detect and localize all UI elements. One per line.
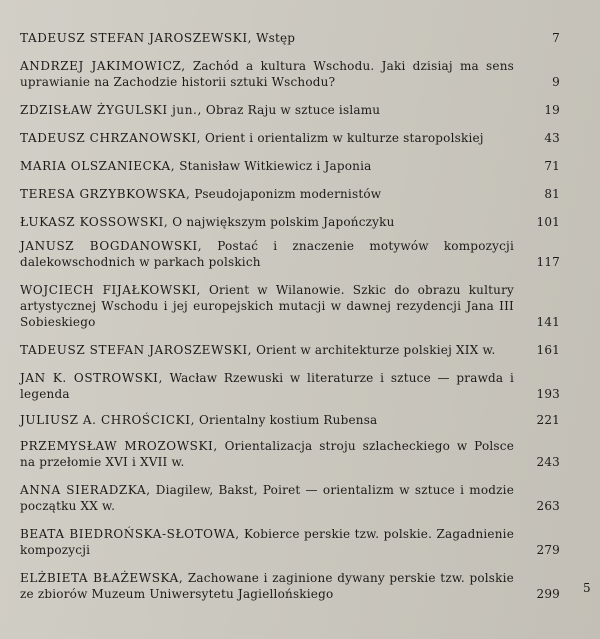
toc-entry — [20, 526, 560, 558]
toc-author: TADEUSZ STEFAN JAROSZEWSKI, — [20, 31, 253, 45]
toc-title: Obraz Raju w sztuce islamu — [205, 103, 381, 117]
toc-author: WOJCIECH FIJAŁKOWSKI, — [20, 283, 201, 297]
toc-author: ANDRZEJ JAKIMOWICZ, — [20, 59, 186, 73]
toc-entry — [20, 482, 560, 514]
toc-page-number: 263 — [536, 499, 560, 513]
toc-page-number: 19 — [544, 103, 560, 117]
toc-author: BEATA BIEDROŃSKA-SŁOTOWA, — [20, 527, 240, 541]
toc-entry — [20, 58, 560, 90]
toc-title: Zachód a kultura Wschodu. Jaki dzisiaj ma sens uprawianie na Zachodzie historii sztuki Wschodu? — [20, 59, 515, 89]
toc-page-number: 193 — [536, 387, 560, 401]
toc-page-number: 141 — [536, 315, 560, 329]
toc-entry — [20, 130, 560, 146]
toc-page-number: 101 — [536, 215, 560, 229]
toc-entry — [20, 158, 560, 174]
toc-entry — [20, 570, 560, 602]
toc-page-number: 243 — [536, 455, 560, 469]
folio-page-number: 5 — [583, 581, 591, 595]
toc-author: ELŻBIETA BŁAŻEWSKA, — [20, 571, 184, 585]
table-of-contents — [20, 30, 560, 602]
toc-entry — [20, 438, 560, 470]
toc-page-number: 43 — [544, 131, 560, 145]
toc-author: JULIUSZ A. CHROŚCICKI, — [20, 413, 195, 427]
toc-entry — [20, 412, 560, 428]
toc-entry — [20, 370, 560, 402]
toc-page-number: 161 — [536, 343, 560, 357]
toc-title: O największym polskim Japończyku — [172, 215, 395, 229]
toc-title: Orient w Wilanowie. Szkic do obrazu kultury artystycznej Wschodu i jej europejskich mutacji w dawnej rezydencji Jana III Sobieskiego — [20, 283, 515, 329]
toc-author: TERESA GRZYBKOWSKA, — [20, 187, 191, 201]
toc-page-number: 279 — [536, 543, 560, 557]
toc-author: ŁUKASZ KOSSOWSKI, — [20, 215, 169, 229]
toc-entry — [20, 102, 560, 118]
toc-page-number: 299 — [536, 587, 560, 601]
toc-entry — [20, 30, 560, 46]
toc-page-number: 221 — [536, 413, 560, 427]
toc-page-number: 81 — [544, 187, 560, 201]
toc-author: MARIA OLSZANIECKA, — [20, 159, 176, 173]
toc-page-number: 117 — [536, 255, 560, 269]
toc-title: Postać i znaczenie motywów kompozycji dalekowschodnich w parkach polskich — [20, 239, 514, 269]
toc-entry — [20, 282, 560, 330]
toc-title: Orient w architekturze polskiej XIX w. — [256, 343, 496, 357]
toc-title: Orient i orientalizm w kulturze staropolskiej — [205, 131, 484, 145]
toc-page-number: 71 — [544, 159, 560, 173]
toc-page-number: 7 — [552, 31, 560, 45]
toc-entry — [20, 186, 560, 202]
toc-page-number: 9 — [552, 75, 560, 89]
toc-title: Stanisław Witkiewicz i Japonia — [179, 159, 372, 173]
toc-author: JANUSZ BOGDANOWSKI, — [20, 239, 203, 253]
toc-title: Wacław Rzewuski w literaturze i sztuce — prawda i legenda — [20, 371, 514, 401]
toc-author: ANNA SIERADZKA, — [20, 483, 151, 497]
toc-author: JAN K. OSTROWSKI, — [20, 371, 163, 385]
toc-title: Diagilew, Bakst, Poiret — orientalizm w sztuce i modzie początku XX w. — [20, 483, 515, 513]
toc-author: TADEUSZ CHRZANOWSKI, — [20, 131, 201, 145]
toc-title: Kobierce perskie tzw. polskie. Zagadnienie kompozycji — [20, 527, 515, 557]
toc-entry — [20, 342, 560, 358]
toc-title: Wstęp — [256, 31, 296, 45]
toc-title: Orientalizacja stroju szlacheckiego w Polsce na przełomie XVI i XVII w. — [20, 439, 514, 469]
toc-author: ZDZISŁAW ŻYGULSKI jun., — [20, 103, 202, 117]
toc-title: Zachowane i zaginione dywany perskie tzw. polskie ze zbiorów Muzeum Uniwersytetu Jagiellońskiego — [20, 571, 514, 601]
toc-title: Pseudojaponizm modernistów — [194, 187, 382, 201]
toc-title: Orientalny kostium Rubensa — [199, 413, 378, 427]
toc-author: PRZEMYSŁAW MROZOWSKI, — [20, 439, 218, 453]
toc-entry — [20, 238, 560, 270]
toc-entry — [20, 214, 560, 230]
toc-author: TADEUSZ STEFAN JAROSZEWSKI, — [20, 343, 253, 357]
